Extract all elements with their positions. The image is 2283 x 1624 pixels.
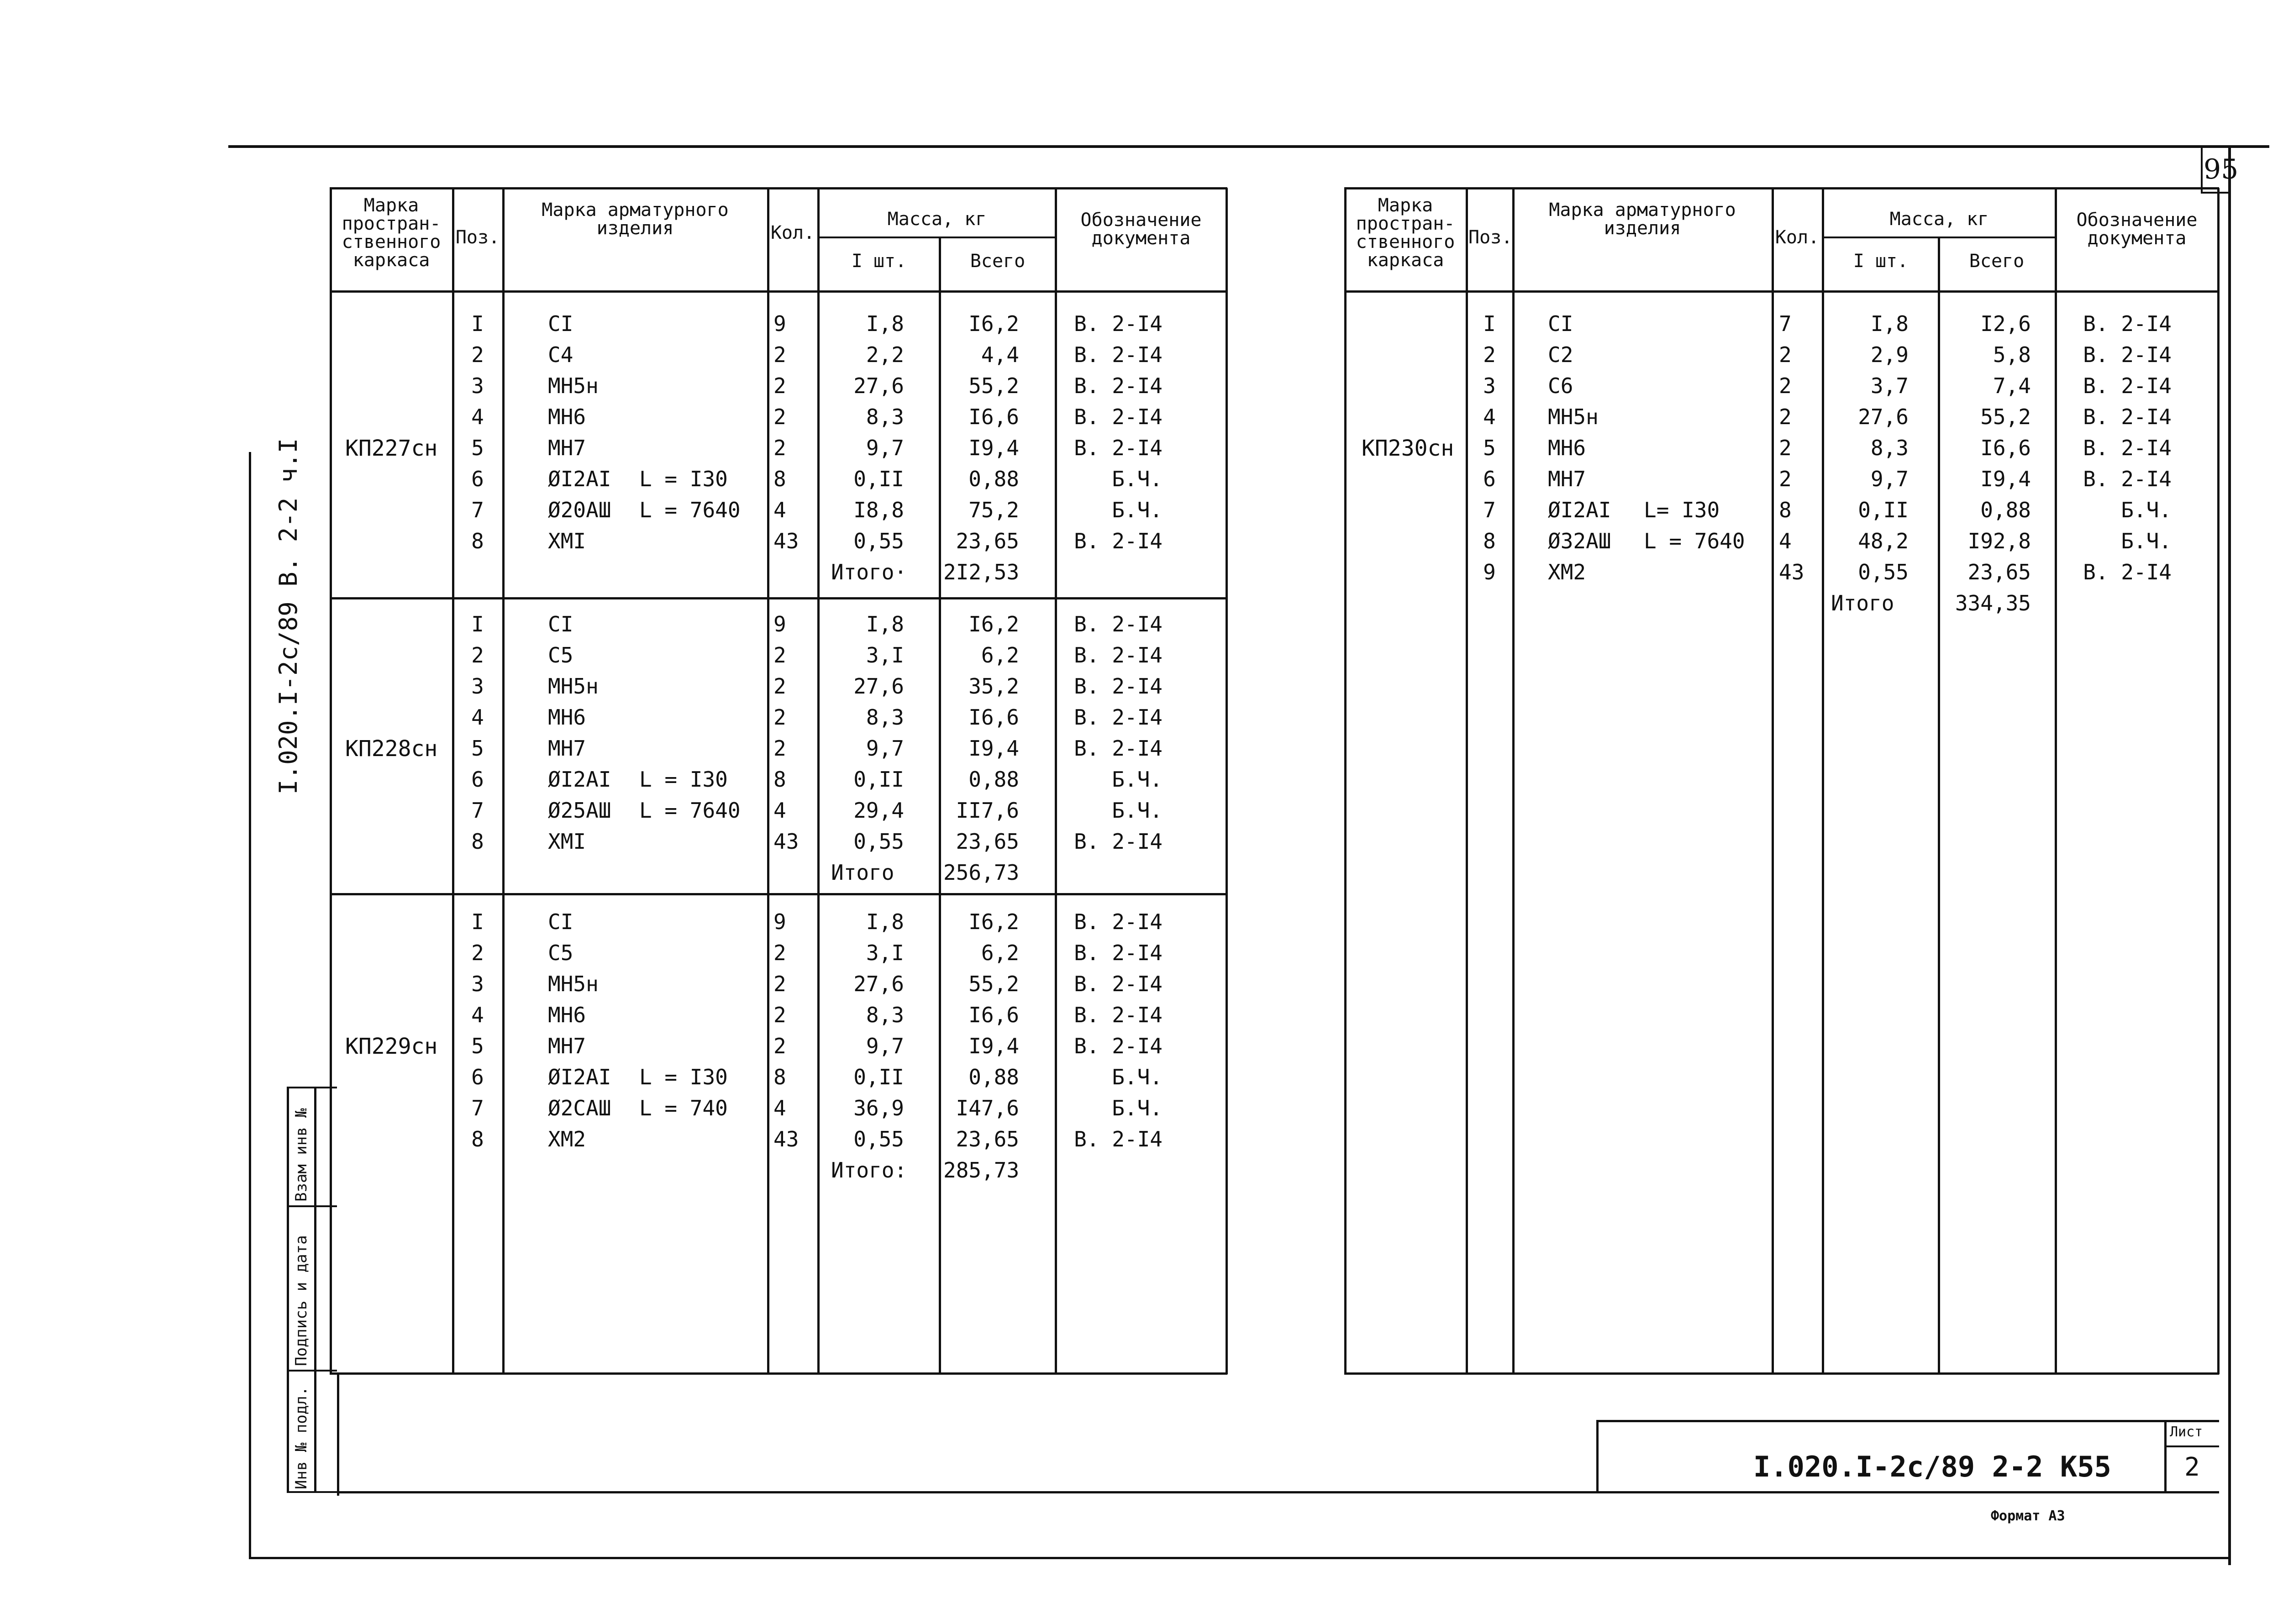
- spec-cell-one: 0,55: [1858, 560, 1909, 584]
- spec-cell-one: 3,7: [1870, 373, 1909, 398]
- spec-cell-pos: I: [471, 311, 484, 336]
- lt-col-line: [1055, 188, 1057, 1374]
- spec-cell-item: ØI2AI: [548, 767, 611, 792]
- spec-cell-qty: 43: [773, 829, 799, 854]
- frame-mark: КП229сн: [345, 1034, 438, 1059]
- lt-header-mass-one: I шт.: [851, 251, 907, 272]
- spec-cell-qty: 2: [773, 736, 786, 761]
- spec-cell-one: 0,55: [853, 529, 904, 553]
- lt-header-qty: Кол.: [770, 222, 815, 243]
- spec-cell-pos: 3: [471, 373, 484, 398]
- lt-top-line: [330, 187, 1227, 189]
- rt-mass-split: [1822, 237, 2057, 238]
- stamp-bottom-line: [287, 1491, 337, 1493]
- spec-cell-total: I2,6: [1980, 311, 2031, 336]
- rt-col-line: [1466, 188, 1468, 1374]
- lt-col-line: [767, 188, 769, 1374]
- lt-header-mass-total: Всего: [970, 251, 1026, 272]
- lt-mass-split: [817, 237, 1057, 238]
- corner-box-left: [2201, 147, 2203, 193]
- spec-cell-one: 9,7: [866, 1034, 904, 1058]
- lt-header-doc: Обозначение документа: [1080, 210, 1202, 249]
- spec-cell-qty: 2: [773, 972, 786, 996]
- spec-cell-qty: 7: [1779, 311, 1792, 336]
- spec-cell-one: 27,6: [853, 373, 904, 398]
- spec-cell-qty: 2: [773, 405, 786, 429]
- tb-top-line: [1596, 1420, 2219, 1422]
- spec-cell-doc: В. 2-I4: [1074, 373, 1163, 398]
- spec-cell-one: 2,2: [866, 342, 904, 367]
- spec-cell-one: I,8: [1870, 311, 1909, 336]
- spec-cell-one: 48,2: [1858, 529, 1909, 553]
- spec-cell-pos: 5: [1483, 436, 1496, 460]
- spec-cell-item: CI: [548, 909, 573, 934]
- spec-cell-pos: 5: [471, 436, 484, 460]
- spec-cell-item: МН5н: [548, 972, 599, 996]
- spec-cell-item: С5: [548, 643, 573, 667]
- spec-cell-len: L = 740: [639, 1096, 728, 1120]
- spec-cell-qty: 43: [1779, 560, 1804, 584]
- spec-cell-total: 55,2: [968, 972, 1019, 996]
- spec-cell-len: L = I30: [639, 767, 728, 792]
- spec-cell-pos: 7: [471, 798, 484, 823]
- stamp-mid-line: [314, 1087, 316, 1493]
- spec-cell-doc: В. 2-I4: [2083, 405, 2172, 429]
- spec-cell-qty: 4: [773, 1096, 786, 1120]
- spec-cell-qty: 43: [773, 1127, 799, 1151]
- spec-cell-total: I6,6: [1980, 436, 2031, 460]
- lt-col-line: [939, 237, 941, 1374]
- spec-cell-pos: 5: [471, 1034, 484, 1058]
- spec-cell-total: II7,6: [956, 798, 1019, 823]
- rt-header-bottom: [1344, 290, 2219, 293]
- spec-cell-item: С4: [548, 342, 573, 367]
- spec-cell-doc: В. 2-I4: [1074, 941, 1163, 965]
- spec-cell-qty: 8: [773, 1065, 786, 1089]
- spec-cell-doc: Б.Ч.: [1112, 467, 1163, 491]
- spec-cell-total: 23,65: [1967, 560, 2031, 584]
- spec-cell-qty: 8: [773, 767, 786, 792]
- lt-col-line: [502, 188, 505, 1374]
- spec-cell-doc: В. 2-I4: [1074, 529, 1163, 553]
- spec-cell-doc: Б.Ч.: [2121, 529, 2172, 553]
- spec-cell-item: ХМI: [548, 829, 586, 854]
- spec-cell-item: CI: [548, 612, 573, 636]
- spec-cell-item: Ø20АШ: [548, 498, 611, 522]
- spec-cell-doc: В. 2-I4: [1074, 643, 1163, 667]
- spec-cell-doc: В. 2-I4: [1074, 736, 1163, 761]
- spec-cell-pos: 6: [471, 1065, 484, 1089]
- spec-cell-doc: В. 2-I4: [1074, 311, 1163, 336]
- rt-header-mass-one: I шт.: [1853, 251, 1909, 272]
- spec-cell-item: ХМ2: [1548, 560, 1586, 584]
- spec-cell-pos: 4: [471, 405, 484, 429]
- spec-cell-one: 8,3: [866, 1003, 904, 1027]
- spec-cell-one: I8,8: [853, 498, 904, 522]
- spec-cell-len: L = I30: [639, 467, 728, 491]
- spec-cell-doc: В. 2-I4: [1074, 674, 1163, 699]
- sheet-label: Лист: [2170, 1424, 2203, 1440]
- spec-cell-total: I92,8: [1967, 529, 2031, 553]
- spec-cell-doc: В. 2-I4: [1074, 612, 1163, 636]
- spec-cell-total: 75,2: [968, 498, 1019, 522]
- spec-cell-doc: Б.Ч.: [2121, 498, 2172, 522]
- spec-cell-qty: 2: [773, 436, 786, 460]
- spec-cell-pos: 4: [471, 1003, 484, 1027]
- spec-cell-qty: 2: [773, 342, 786, 367]
- spec-cell-one: 0,II: [1858, 498, 1909, 522]
- spec-cell-total: I6,6: [968, 705, 1019, 730]
- spec-cell-doc: В. 2-I4: [1074, 1003, 1163, 1027]
- spec-cell-pos: 7: [471, 498, 484, 522]
- frame-mark: КП227сн: [345, 436, 438, 461]
- spec-cell-item: Ø32АШ: [1548, 529, 1611, 553]
- spec-cell-item: МН5н: [1548, 405, 1599, 429]
- lt-col-line: [817, 188, 820, 1374]
- rt-header-mark-frame: Марка простран-ственного каркаса: [1356, 195, 1455, 271]
- spec-cell-total: 4,4: [981, 342, 1019, 367]
- spec-cell-doc: В. 2-I4: [1074, 405, 1163, 429]
- spec-cell-qty: 2: [773, 1034, 786, 1058]
- spec-cell-qty: 2: [1779, 405, 1792, 429]
- tb-sheet-split: [2164, 1445, 2219, 1447]
- spec-cell-len: L = 7640: [639, 798, 741, 823]
- spec-cell-total: 0,88: [968, 467, 1019, 491]
- spec-cell-pos: 2: [1483, 342, 1496, 367]
- spec-cell-doc: В. 2-I4: [1074, 342, 1163, 367]
- spec-cell-doc: В. 2-I4: [1074, 705, 1163, 730]
- rt-col-line: [1822, 188, 1824, 1374]
- spec-cell-item: МН6: [548, 405, 586, 429]
- spec-cell-one: 9,7: [866, 736, 904, 761]
- frame-right-line: [2228, 145, 2231, 1565]
- frame-mark: КП230сн: [1362, 436, 1454, 461]
- spec-cell-doc: В. 2-I4: [2083, 311, 2172, 336]
- spec-cell-doc: Б.Ч.: [1112, 498, 1163, 522]
- spec-cell-len: L = 7640: [639, 498, 741, 522]
- side-document-code: I.020.I-2c/89 В. 2-2 ч.I: [274, 438, 303, 794]
- stamp-label-sign: Подпись и дата: [292, 1235, 310, 1366]
- lt-group-sep: [330, 893, 1227, 895]
- spec-cell-item: МН7: [1548, 467, 1586, 491]
- spec-cell-one: 27,6: [853, 972, 904, 996]
- spec-cell-one: 36,9: [853, 1096, 904, 1120]
- spec-cell-one: I,8: [866, 909, 904, 934]
- spec-cell-pos: 3: [1483, 373, 1496, 398]
- spec-cell-qty: 8: [773, 467, 786, 491]
- spec-cell-doc: Б.Ч.: [1112, 767, 1163, 792]
- spec-cell-one: 3,I: [866, 643, 904, 667]
- spec-cell-total: I6,2: [968, 612, 1019, 636]
- rt-bottom-line: [1344, 1372, 2219, 1375]
- spec-cell-pos: 8: [471, 529, 484, 553]
- lt-col-line: [452, 188, 454, 1374]
- group-total-value: 285,73: [943, 1158, 1020, 1183]
- spec-cell-one: 8,3: [866, 705, 904, 730]
- spec-cell-qty: 2: [773, 1003, 786, 1027]
- spec-cell-item: МН6: [548, 705, 586, 730]
- spec-cell-total: 6,2: [981, 941, 1019, 965]
- group-total-value: 256,73: [943, 860, 1020, 885]
- group-total-label: Итого:: [831, 1158, 907, 1183]
- spec-cell-one: 27,6: [1858, 405, 1909, 429]
- spec-cell-item: С5: [548, 941, 573, 965]
- spec-cell-one: 8,3: [866, 405, 904, 429]
- spec-cell-qty: 2: [1779, 436, 1792, 460]
- spec-cell-pos: 6: [471, 767, 484, 792]
- stamp-label-vzam: Взам инв №: [292, 1108, 310, 1202]
- spec-cell-item: С2: [1548, 342, 1573, 367]
- rt-header-mark-item: Марка арматурного изделия: [1549, 200, 1736, 239]
- spec-cell-pos: 6: [471, 467, 484, 491]
- spec-cell-item: Ø2САШ: [548, 1096, 611, 1120]
- tb-bottom-line: [337, 1491, 2219, 1493]
- spec-cell-qty: 4: [1779, 529, 1792, 553]
- spec-cell-item: МН5н: [548, 373, 599, 398]
- tb-left-line: [337, 1372, 339, 1496]
- spec-cell-qty: 2: [1779, 467, 1792, 491]
- spec-cell-qty: 2: [773, 674, 786, 699]
- lt-col-line: [330, 188, 332, 1374]
- spec-cell-total: 23,65: [956, 529, 1019, 553]
- spec-cell-qty: 4: [773, 798, 786, 823]
- spec-cell-qty: 9: [773, 909, 786, 934]
- spec-cell-one: 0,II: [853, 767, 904, 792]
- spec-cell-doc: В. 2-I4: [2083, 342, 2172, 367]
- spec-cell-item: МН7: [548, 736, 586, 761]
- spec-cell-doc: В. 2-I4: [2083, 467, 2172, 491]
- spec-cell-doc: В. 2-I4: [1074, 972, 1163, 996]
- lt-group-sep: [330, 597, 1227, 599]
- group-total-value: 334,35: [1955, 591, 2031, 615]
- spec-cell-len: L = 7640: [1644, 529, 1745, 553]
- spec-cell-total: 6,2: [981, 643, 1019, 667]
- spec-cell-total: I6,2: [968, 311, 1019, 336]
- spec-cell-item: МН7: [548, 436, 586, 460]
- rt-header-mass: Масса, кг: [1889, 209, 1989, 230]
- spec-cell-one: 0,II: [853, 467, 904, 491]
- group-total-label: Итого: [1831, 591, 1894, 615]
- stamp-left-line: [287, 1087, 289, 1493]
- spec-cell-qty: 2: [1779, 373, 1792, 398]
- spec-cell-item: МН5н: [548, 674, 599, 699]
- spec-cell-item: Ø25АШ: [548, 798, 611, 823]
- spec-cell-one: 29,4: [853, 798, 904, 823]
- spec-cell-item: ХМ2: [548, 1127, 586, 1151]
- lt-header-mark-frame: Марка простран-ственного каркаса: [342, 195, 441, 271]
- spec-cell-item: ØI2AI: [548, 467, 611, 491]
- spec-cell-item: CI: [548, 311, 573, 336]
- rt-header-mass-total: Всего: [1969, 251, 2025, 272]
- spec-cell-doc: В. 2-I4: [1074, 909, 1163, 934]
- spec-cell-pos: 4: [471, 705, 484, 730]
- frame-top-line: [228, 145, 2269, 148]
- corner-box-bottom: [2201, 192, 2230, 194]
- spec-cell-qty: 9: [773, 612, 786, 636]
- spec-cell-item: ХМI: [548, 529, 586, 553]
- spec-cell-qty: 2: [773, 941, 786, 965]
- spec-cell-total: I6,6: [968, 405, 1019, 429]
- spec-cell-total: 55,2: [968, 373, 1019, 398]
- lt-col-line: [1226, 188, 1228, 1374]
- spec-cell-pos: 8: [471, 829, 484, 854]
- spec-cell-pos: 7: [471, 1096, 484, 1120]
- spec-cell-qty: 2: [1779, 342, 1792, 367]
- spec-cell-one: I,8: [866, 612, 904, 636]
- spec-cell-total: I6,6: [968, 1003, 1019, 1027]
- group-total-label: Итого·: [831, 560, 907, 584]
- spec-cell-doc: В. 2-I4: [2083, 560, 2172, 584]
- rt-header-pos: Поз.: [1468, 227, 1513, 248]
- spec-cell-qty: 43: [773, 529, 799, 553]
- stamp-label-inv: Инв № подл.: [292, 1386, 310, 1489]
- spec-cell-doc: В. 2-I4: [2083, 373, 2172, 398]
- spec-cell-pos: 7: [1483, 498, 1496, 522]
- spec-cell-total: 0,88: [968, 767, 1019, 792]
- lt-bottom-line: [330, 1372, 1227, 1375]
- spec-cell-pos: 2: [471, 941, 484, 965]
- spec-cell-doc: В. 2-I4: [1074, 436, 1163, 460]
- spec-cell-total: I47,6: [956, 1096, 1019, 1120]
- spec-cell-pos: I: [1483, 311, 1496, 336]
- spec-cell-pos: 4: [1483, 405, 1496, 429]
- spec-cell-qty: 2: [773, 373, 786, 398]
- spec-cell-item: МН6: [1548, 436, 1586, 460]
- spec-cell-pos: 2: [471, 643, 484, 667]
- spec-cell-pos: 8: [471, 1127, 484, 1151]
- rt-header-qty: Кол.: [1775, 227, 1820, 248]
- spec-cell-qty: 4: [773, 498, 786, 522]
- spec-cell-item: МН6: [548, 1003, 586, 1027]
- spec-cell-qty: 2: [773, 643, 786, 667]
- spec-cell-doc: В. 2-I4: [1074, 829, 1163, 854]
- lt-header-mass: Масса, кг: [887, 209, 987, 230]
- spec-cell-total: I9,4: [968, 436, 1019, 460]
- spec-cell-total: 7,4: [1993, 373, 2031, 398]
- spec-cell-total: I9,4: [1980, 467, 2031, 491]
- spec-cell-pos: I: [471, 612, 484, 636]
- spec-cell-len: L= I30: [1644, 498, 1720, 522]
- spec-cell-pos: 5: [471, 736, 484, 761]
- rt-header-doc: Обозначение документа: [2076, 210, 2198, 249]
- spec-cell-doc: В. 2-I4: [1074, 1034, 1163, 1058]
- spec-cell-one: 0,II: [853, 1065, 904, 1089]
- spec-cell-total: 5,8: [1993, 342, 2031, 367]
- spec-cell-total: I9,4: [968, 1034, 1019, 1058]
- rt-col-line: [1344, 188, 1347, 1374]
- spec-cell-one: 0,55: [853, 829, 904, 854]
- spec-cell-total: 23,65: [956, 1127, 1019, 1151]
- spec-cell-len: L = I30: [639, 1065, 728, 1089]
- frame-bottom-line: [249, 1557, 2230, 1559]
- spec-cell-one: 9,7: [866, 436, 904, 460]
- spec-cell-pos: 6: [1483, 467, 1496, 491]
- spec-cell-one: 3,I: [866, 941, 904, 965]
- spec-cell-item: С6: [1548, 373, 1573, 398]
- spec-cell-total: 35,2: [968, 674, 1019, 699]
- tb-box-left: [1596, 1420, 1599, 1493]
- spec-cell-item: CI: [1548, 311, 1573, 336]
- tb-sheet-left: [2164, 1420, 2167, 1493]
- spec-cell-item: МН7: [548, 1034, 586, 1058]
- spec-cell-total: 0,88: [968, 1065, 1019, 1089]
- spec-cell-pos: 2: [471, 342, 484, 367]
- spec-cell-pos: I: [471, 909, 484, 934]
- spec-cell-doc: В. 2-I4: [1074, 1127, 1163, 1151]
- spec-cell-one: I,8: [866, 311, 904, 336]
- spec-cell-total: 0,88: [1980, 498, 2031, 522]
- spec-cell-one: 0,55: [853, 1127, 904, 1151]
- lt-header-pos: Поз.: [455, 227, 500, 248]
- format-label: Формат А3: [1991, 1508, 2065, 1524]
- frame-left-line: [249, 452, 251, 1557]
- rt-col-line: [1512, 188, 1515, 1374]
- rt-col-line: [1772, 188, 1774, 1374]
- spec-cell-pos: 9: [1483, 560, 1496, 584]
- title-block-code: I.020.I-2c/89 2-2 К55: [1753, 1450, 2111, 1483]
- spec-cell-doc: В. 2-I4: [2083, 436, 2172, 460]
- spec-cell-qty: 2: [773, 705, 786, 730]
- rt-top-line: [1344, 187, 2219, 189]
- spec-cell-doc: Б.Ч.: [1112, 1065, 1163, 1089]
- rt-col-line: [1938, 237, 1940, 1374]
- sheet-value: 2: [2184, 1452, 2200, 1482]
- group-total-value: 2I2,53: [943, 560, 1020, 584]
- spec-cell-total: I6,2: [968, 909, 1019, 934]
- spec-cell-total: I9,4: [968, 736, 1019, 761]
- corner-sheet-number: 95: [2204, 153, 2239, 185]
- lt-header-bottom: [330, 290, 1227, 293]
- rt-col-line: [2217, 188, 2220, 1374]
- lt-header-mark-item: Марка арматурного изделия: [542, 200, 729, 239]
- spec-cell-pos: 3: [471, 972, 484, 996]
- spec-cell-one: 8,3: [1870, 436, 1909, 460]
- spec-cell-doc: Б.Ч.: [1112, 798, 1163, 823]
- spec-cell-qty: 9: [773, 311, 786, 336]
- spec-cell-total: 55,2: [1980, 405, 2031, 429]
- spec-cell-pos: 8: [1483, 529, 1496, 553]
- frame-mark: КП228сн: [345, 736, 438, 762]
- spec-cell-total: 23,65: [956, 829, 1019, 854]
- group-total-label: Итого: [831, 860, 894, 885]
- spec-cell-pos: 3: [471, 674, 484, 699]
- rt-col-line: [2055, 188, 2057, 1374]
- spec-cell-qty: 8: [1779, 498, 1792, 522]
- spec-cell-one: 9,7: [1870, 467, 1909, 491]
- spec-cell-one: 27,6: [853, 674, 904, 699]
- spec-cell-doc: Б.Ч.: [1112, 1096, 1163, 1120]
- spec-cell-item: ØI2AI: [548, 1065, 611, 1089]
- spec-cell-item: ØI2AI: [1548, 498, 1611, 522]
- spec-cell-one: 2,9: [1870, 342, 1909, 367]
